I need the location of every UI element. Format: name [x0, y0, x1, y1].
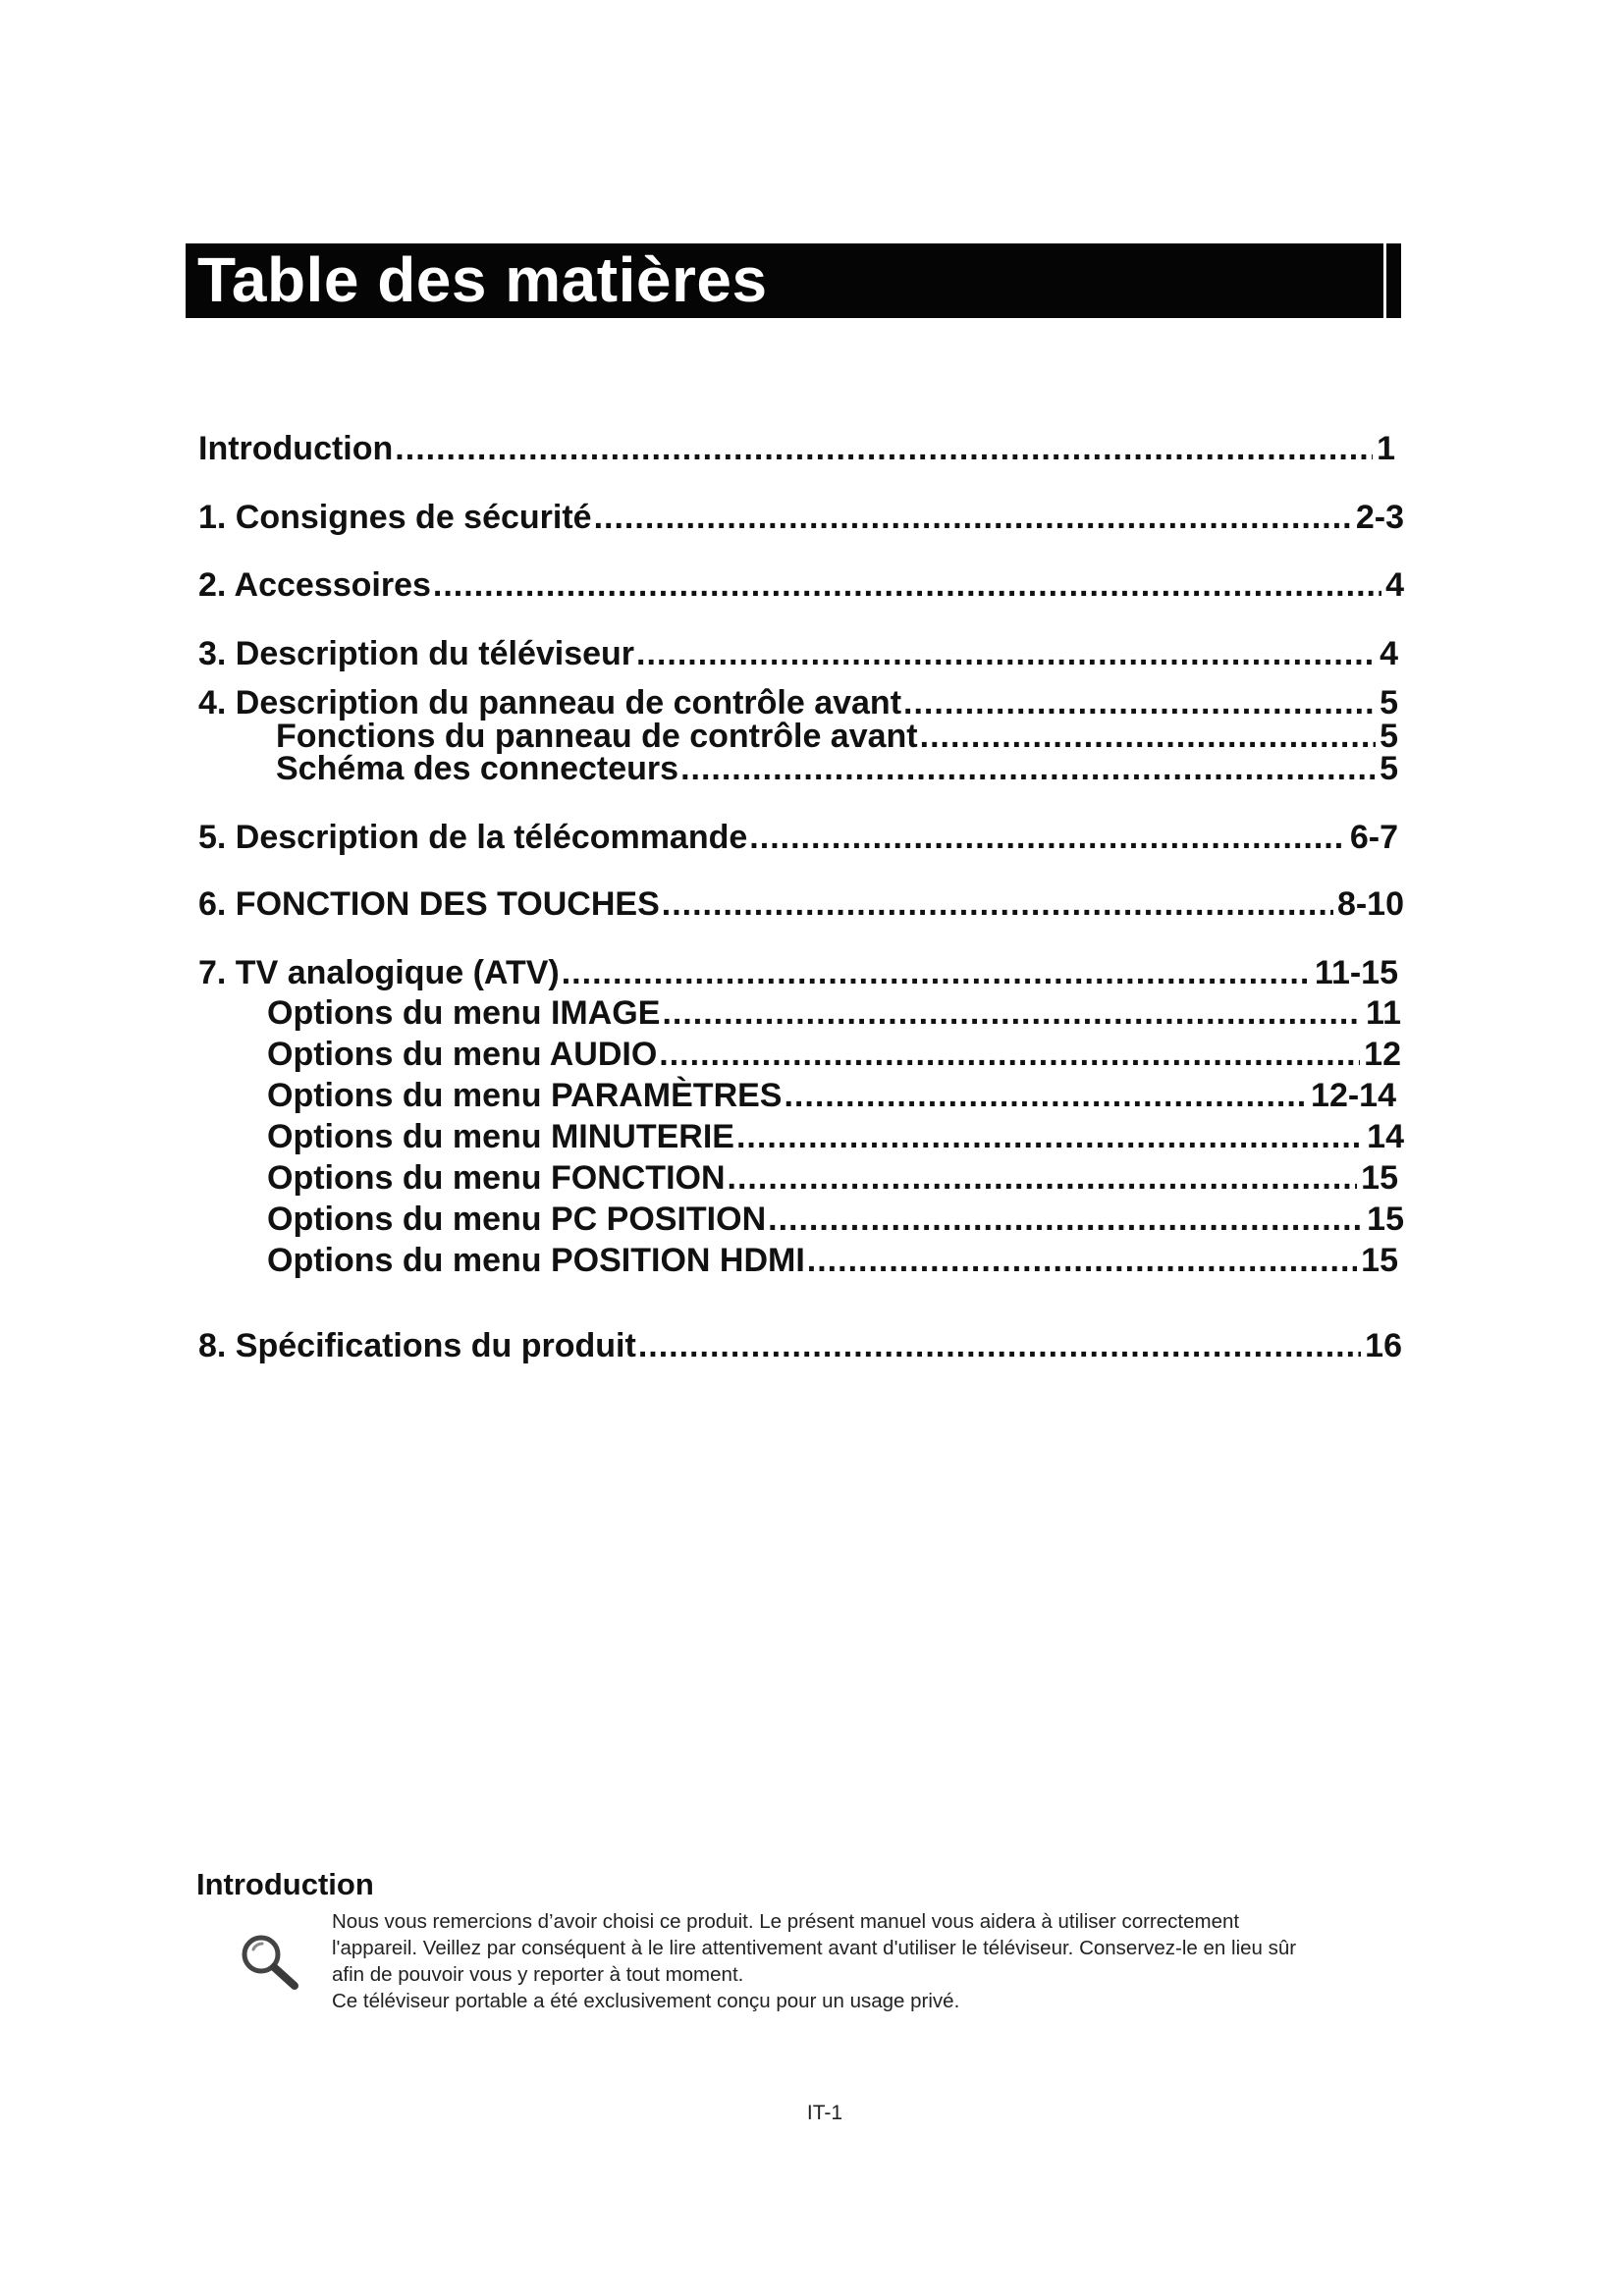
toc-entry-page: 12 — [1364, 1036, 1401, 1073]
intro-line: Ce téléviseur portable a été exclusivement conçu pour un usage privé. — [332, 1990, 960, 2012]
toc-leader-dots — [395, 430, 1373, 467]
toc-entry[interactable] — [198, 1327, 1402, 1364]
toc-entry-label: 7. TV analogique (ATV) — [198, 954, 560, 991]
toc-leader-dots — [636, 635, 1376, 672]
toc-leader-dots — [594, 499, 1352, 536]
toc-entry-page: 11-15 — [1314, 954, 1398, 991]
toc-entry-page: 4 — [1380, 635, 1398, 672]
toc-leader-dots — [728, 1159, 1358, 1197]
toc-entry-page: 12-14 — [1311, 1077, 1396, 1114]
toc-entry-page: 5 — [1380, 684, 1398, 721]
page-number: IT-1 — [806, 2102, 843, 2124]
toc-entry[interactable] — [198, 635, 1398, 672]
toc-entry-page: 14 — [1367, 1118, 1404, 1155]
title-bar — [186, 243, 1401, 318]
toc-entry-label: 8. Spécifications du produit — [198, 1327, 636, 1364]
toc-leader-dots — [903, 684, 1376, 721]
toc-entry[interactable] — [276, 750, 1398, 787]
toc-leader-dots — [662, 885, 1333, 923]
intro-line: afin de pouvoir vous y reporter à tout moment. — [332, 1963, 744, 1986]
toc-entry-page: 1 — [1377, 430, 1395, 467]
toc-entry-page: 5 — [1380, 718, 1398, 755]
page-title: Table des matières — [197, 244, 768, 315]
toc-leader-dots — [749, 819, 1346, 856]
toc-entry-label: 2. Accessoires — [198, 566, 431, 604]
toc-entry-label: Options du menu PC POSITION — [267, 1201, 767, 1238]
intro-paragraph — [332, 1908, 1461, 2014]
toc-leader-dots — [736, 1118, 1363, 1155]
toc-entry[interactable] — [198, 684, 1398, 721]
toc-entry-page: 8-10 — [1336, 885, 1404, 923]
toc-entry-page: 4 — [1385, 566, 1404, 604]
toc-entry-label: Options du menu POSITION HDMI — [267, 1242, 805, 1279]
toc-entry-label: 5. Description de la télécommande — [198, 819, 748, 856]
toc-leader-dots — [638, 1327, 1361, 1364]
toc-leader-dots — [562, 954, 1311, 991]
toc-entry[interactable] — [267, 1036, 1401, 1073]
toc-entry-page: 6-7 — [1349, 819, 1398, 856]
intro-line: l'appareil. Veillez par conséquent à le lire attentivement avant d'utiliser le téléviseur. Conservez-le en lieu sûr — [332, 1937, 1297, 1959]
toc-entry-page: 15 — [1361, 1242, 1398, 1279]
toc-entry-label: Introduction — [198, 430, 394, 467]
intro-heading: Introduction — [196, 1867, 374, 1901]
toc-leader-dots — [659, 1036, 1360, 1073]
toc-entry[interactable] — [267, 994, 1401, 1032]
toc-entry[interactable] — [267, 1077, 1396, 1114]
toc-entry-label: Schéma des connecteurs — [276, 750, 679, 787]
toc-entry[interactable] — [267, 1201, 1404, 1238]
magnifier-icon — [236, 1929, 306, 2000]
toc-entry-label: 1. Consignes de sécurité — [198, 499, 592, 536]
toc-entry-page: 2-3 — [1355, 499, 1404, 536]
toc-entry-page: 15 — [1367, 1201, 1404, 1238]
toc-entry-label: 3. Description du téléviseur — [198, 635, 635, 672]
toc-entry[interactable] — [198, 954, 1398, 991]
toc-entry-label: Fonctions du panneau de contrôle avant — [276, 718, 918, 755]
intro-line: Nous vous remercions d’avoir choisi ce produit. Le présent manuel vous aidera à utiliser correctement — [332, 1910, 1240, 1933]
toc-leader-dots — [784, 1077, 1307, 1114]
toc-entry-page: 5 — [1380, 750, 1398, 787]
toc-leader-dots — [662, 994, 1362, 1032]
toc-entry-label: Options du menu FONCTION — [267, 1159, 726, 1197]
toc-leader-dots — [680, 750, 1376, 787]
toc-entry[interactable] — [267, 1118, 1404, 1155]
toc-entry-label: Options du menu PARAMÈTRES — [267, 1077, 783, 1114]
toc-leader-dots — [807, 1242, 1357, 1279]
toc-leader-dots — [768, 1201, 1363, 1238]
toc-entry[interactable] — [267, 1159, 1398, 1197]
toc-entry-label: 4. Description du panneau de contrôle avant — [198, 684, 902, 721]
toc-leader-dots — [433, 566, 1381, 604]
toc-entry[interactable] — [267, 1242, 1398, 1279]
toc-entry[interactable] — [198, 819, 1398, 856]
toc-entry[interactable] — [198, 566, 1404, 604]
toc-entry[interactable] — [198, 430, 1395, 467]
title-bar-edge — [1383, 243, 1386, 318]
toc-entry-label: Options du menu IMAGE — [267, 994, 661, 1032]
toc-entry-page: 16 — [1365, 1327, 1402, 1364]
toc-entry-label: Options du menu AUDIO — [267, 1036, 658, 1073]
toc-entry[interactable] — [198, 885, 1404, 923]
toc-entry[interactable] — [198, 499, 1404, 536]
toc-entry-label: 6. FONCTION DES TOUCHES — [198, 885, 660, 923]
toc-entry-label: Options du menu MINUTERIE — [267, 1118, 734, 1155]
toc-entry-page: 11 — [1366, 994, 1401, 1032]
toc-entry-page: 15 — [1361, 1159, 1398, 1197]
